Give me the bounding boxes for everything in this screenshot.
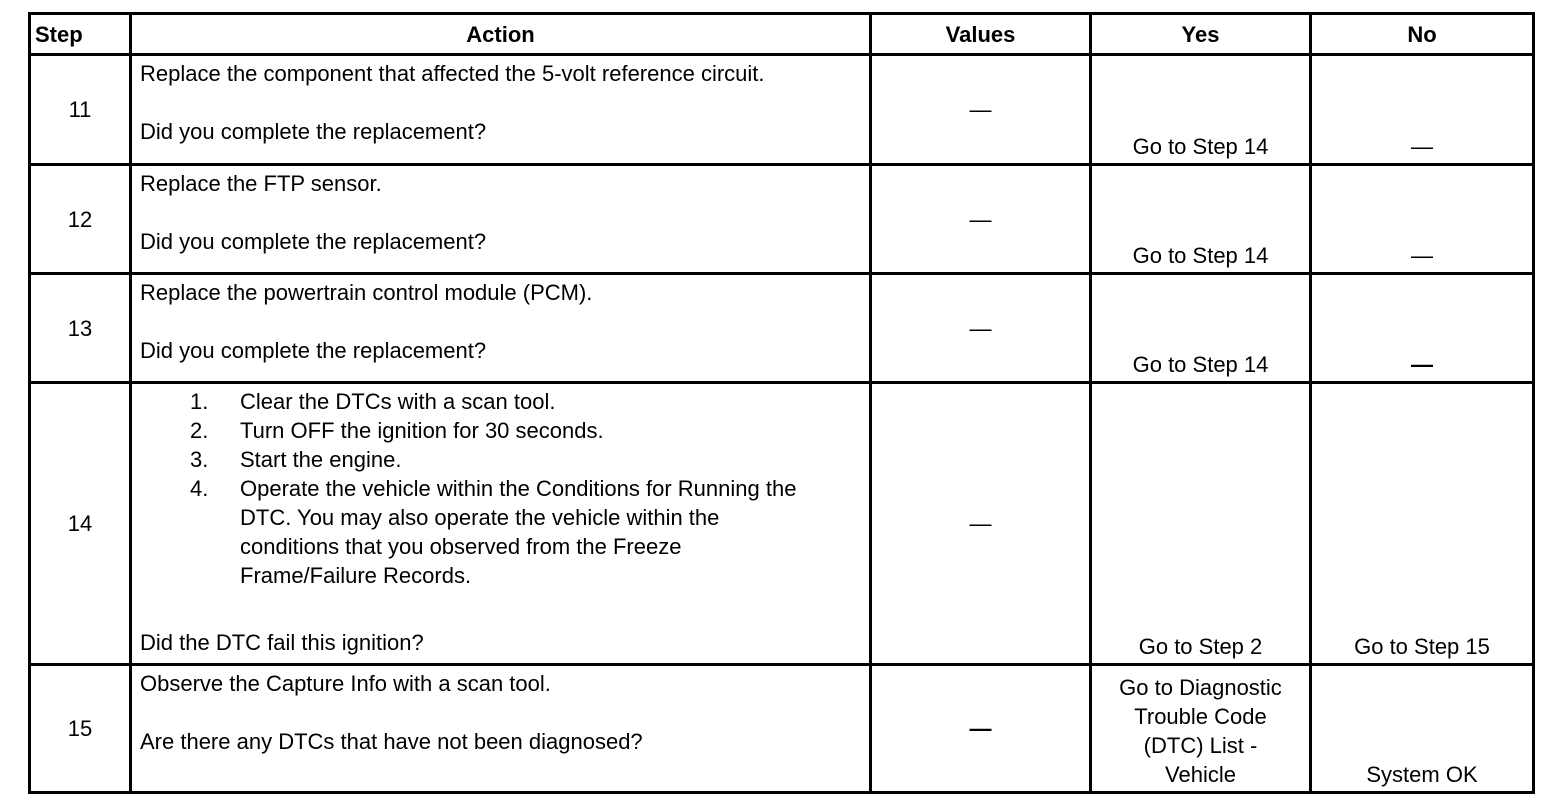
question-text: Are there any DTCs that have not been diagnosed?	[140, 729, 643, 754]
action-cell	[131, 165, 871, 274]
values-cell: —	[871, 55, 1091, 165]
header-values: Values	[871, 14, 1091, 55]
table-row-step-14	[30, 383, 1534, 665]
action-cell	[131, 274, 871, 383]
question-text: Did the DTC fail this ignition?	[140, 630, 424, 655]
table-row-step-13	[30, 274, 1534, 383]
diagnostic-table-container	[28, 12, 1535, 794]
no-cell: System OK	[1311, 665, 1534, 793]
no-cell: —	[1311, 55, 1534, 165]
procedure-list	[140, 387, 861, 590]
question-text: Did you complete the replacement?	[140, 229, 487, 254]
yes-cell: Go to Step 2	[1091, 383, 1311, 665]
values-cell: —	[871, 165, 1091, 274]
values-cell: —	[871, 665, 1091, 793]
instruction-text: Replace the powertrain control module (PCM).	[140, 280, 593, 305]
step-number: 15	[30, 665, 131, 793]
action-cell	[131, 665, 871, 793]
diagnostic-steps-table	[28, 12, 1535, 794]
yes-cell: Go to Step 14	[1091, 165, 1311, 274]
list-item: 2. Turn OFF the ignition for 30 seconds.	[190, 418, 604, 443]
header-yes: Yes	[1091, 14, 1311, 55]
table-row-step-11	[30, 55, 1534, 165]
step-number: 12	[30, 165, 131, 274]
yes-cell: Go to Step 14	[1091, 274, 1311, 383]
yes-cell: Go to Step 14	[1091, 55, 1311, 165]
table-row-step-12	[30, 165, 1534, 274]
header-row	[30, 14, 1534, 55]
instruction-text: Replace the component that affected the 5-volt reference circuit.	[140, 61, 765, 86]
no-cell: Go to Step 15	[1311, 383, 1534, 665]
yes-cell: Go to Diagnostic Trouble Code (DTC) List - Vehicle	[1091, 665, 1311, 793]
header-no: No	[1311, 14, 1534, 55]
list-item: 4. Operate the vehicle within the Conditions for Running the DTC. You may also operate the vehicle within the conditions that you observed from the Freeze Frame/Failure Records.	[190, 476, 797, 588]
table-row-step-15	[30, 665, 1534, 793]
no-cell: —	[1311, 274, 1534, 383]
question-text: Did you complete the replacement?	[140, 119, 487, 144]
header-action: Action	[131, 14, 871, 55]
no-cell: —	[1311, 165, 1534, 274]
step-number: 13	[30, 274, 131, 383]
action-cell	[131, 55, 871, 165]
step-number: 11	[30, 55, 131, 165]
action-cell	[131, 383, 871, 665]
instruction-text: Observe the Capture Info with a scan tool.	[140, 671, 551, 696]
header-step: Step	[30, 14, 131, 55]
instruction-text: Replace the FTP sensor.	[140, 171, 382, 196]
question-text: Did you complete the replacement?	[140, 338, 487, 363]
values-cell: —	[871, 383, 1091, 665]
list-item: 1. Clear the DTCs with a scan tool.	[190, 389, 556, 414]
values-cell: —	[871, 274, 1091, 383]
step-number: 14	[30, 383, 131, 665]
list-item: 3. Start the engine.	[190, 447, 402, 472]
